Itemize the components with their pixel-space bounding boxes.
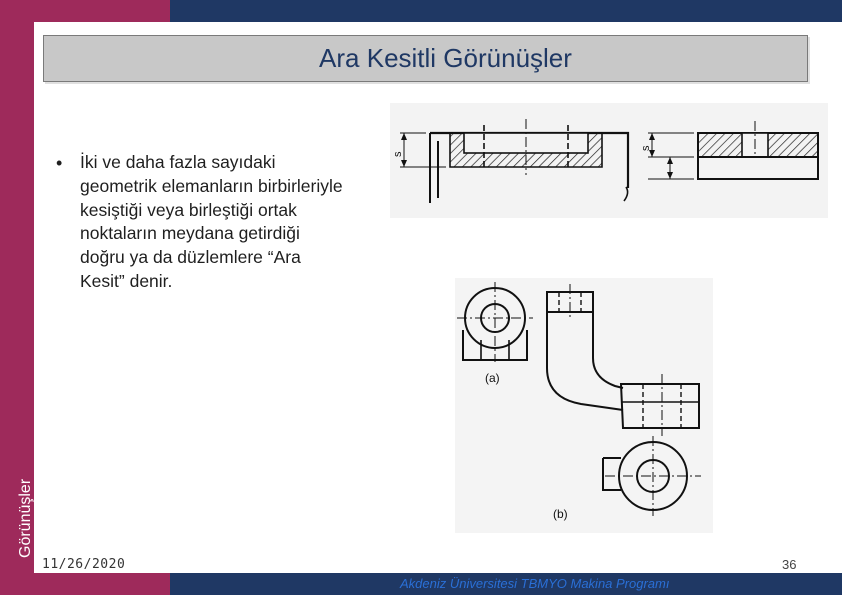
intersection-drawing-main-svg — [455, 278, 713, 533]
bullet-marker: • — [56, 153, 63, 173]
top-accent — [0, 0, 170, 22]
bullet-text: İki ve daha fazla sayıdaki geometrik elemanların birbirleriyle kesiştiği veya birleştiği ortak noktaların meydana getirdiği doğru ya da düzlemlere “Ara Kesit” denir. — [80, 152, 343, 291]
footer-institution: Akdeniz Üniversitesi TBMYO Makina Programı — [400, 576, 670, 591]
side-label: Görünüşler — [17, 478, 34, 558]
bottom-accent — [0, 573, 170, 595]
dimension-label-right: s — [640, 145, 652, 151]
sectional-drawing-top-svg — [390, 103, 828, 218]
dimension-label-left: s — [392, 151, 404, 157]
figure-label-a: (a) — [485, 371, 500, 385]
intersection-drawing-main — [455, 278, 713, 533]
page-number: 36 — [782, 557, 797, 572]
bullet-item — [56, 151, 346, 294]
slide-title: Ara Kesitli Görünüşler — [319, 43, 572, 73]
sectional-drawing-top — [390, 103, 828, 218]
title-box — [43, 35, 808, 82]
slide-date: 11/26/2020 — [42, 557, 126, 572]
figure-label-b: (b) — [553, 507, 568, 521]
